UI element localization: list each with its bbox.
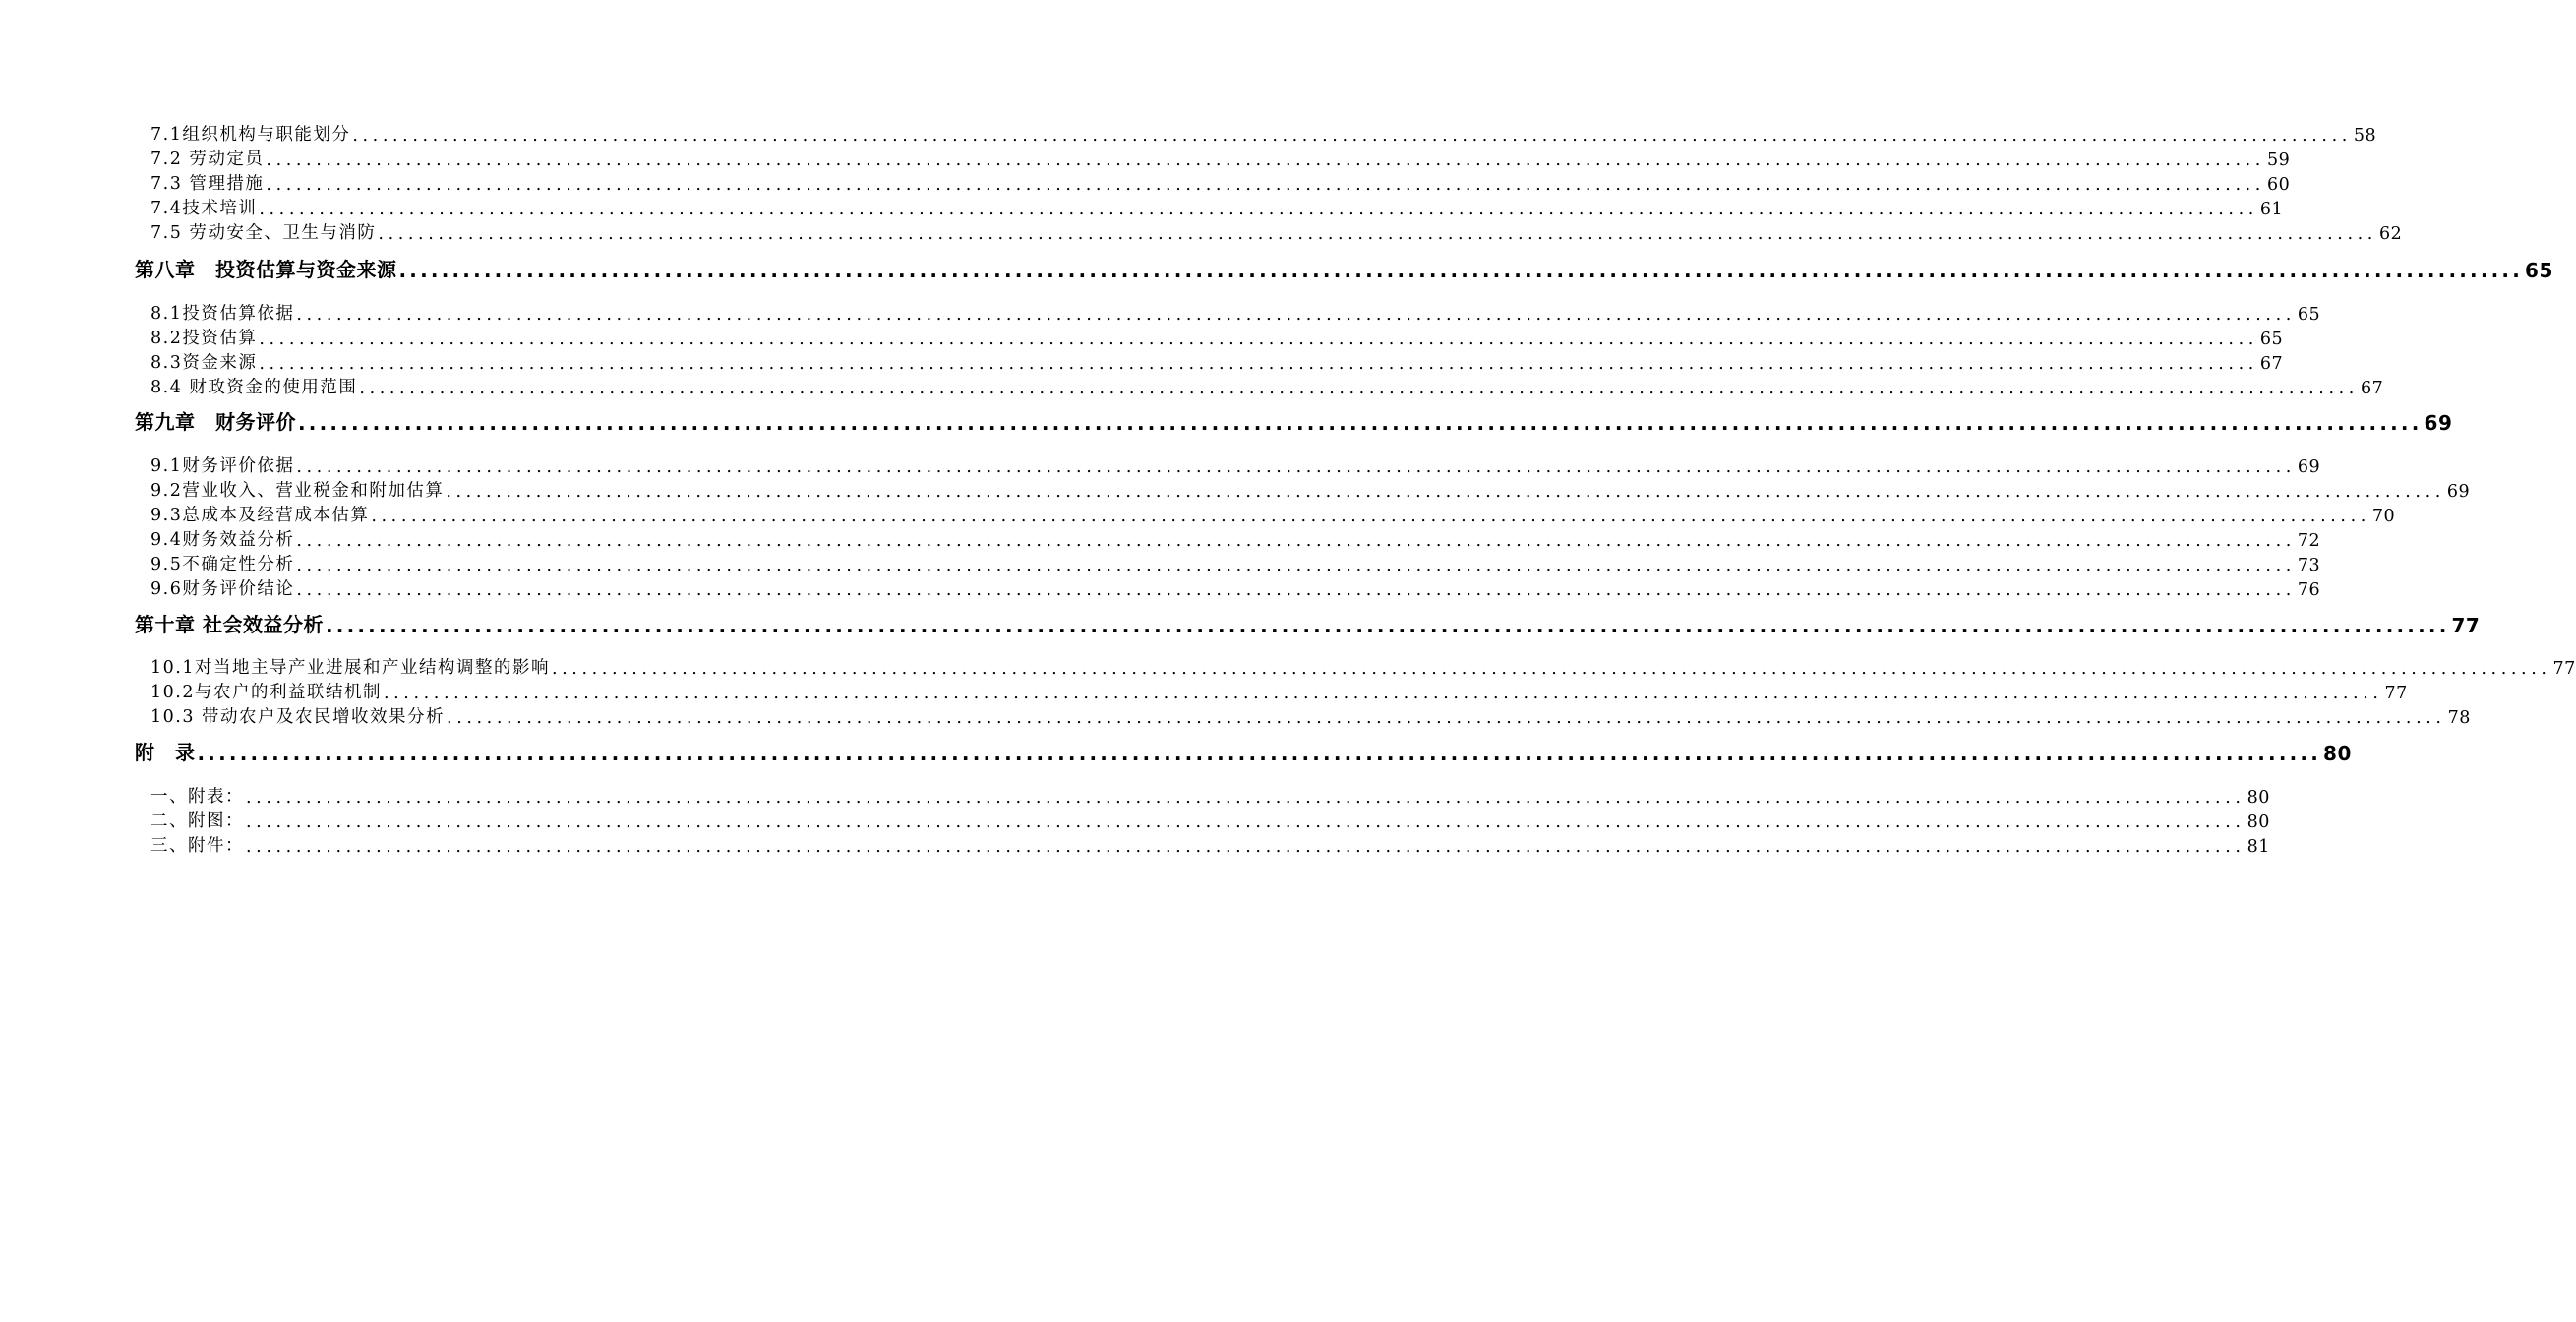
toc-entry-title: 7.1组织机构与职能划分 xyxy=(150,125,351,145)
toc-section-entry[interactable] xyxy=(150,527,2321,551)
toc-entry-page-number: 61 xyxy=(2259,200,2284,219)
toc-entry-page-number: 67 xyxy=(2259,354,2284,374)
toc-entry-title: 9.3总成本及经营成本估算 xyxy=(150,506,370,525)
toc-entry-page-number: 72 xyxy=(2297,531,2321,551)
dot-leader: ........................................................................................................................................................................................................ xyxy=(266,150,2265,170)
dot-leader: ........................................................................................................................................................................................................ xyxy=(398,259,2524,282)
toc-entry-title: 二、附图： xyxy=(150,811,244,831)
toc-chapter-entry[interactable] xyxy=(135,405,2453,435)
toc-entry-title: 9.1财务评价依据 xyxy=(150,456,295,476)
toc-section-entry[interactable] xyxy=(150,196,2284,219)
dot-leader: ........................................................................................................................................................................................................ xyxy=(446,482,2445,502)
dot-leader: ........................................................................................................................................................................................................ xyxy=(551,659,2551,679)
dot-leader: ........................................................................................................................................................................................................ xyxy=(383,684,2383,703)
toc-entry-title: 附 录 xyxy=(135,741,196,764)
toc-chapter-entry[interactable] xyxy=(135,253,2553,282)
toc-entry-title: 7.5 劳动安全、卫生与消防 xyxy=(150,223,377,243)
toc-entry-title: 9.5不确定性分析 xyxy=(150,555,295,574)
toc-section-entry[interactable] xyxy=(150,326,2284,349)
toc-entry-page-number: 69 xyxy=(2424,411,2453,435)
toc-section-entry[interactable] xyxy=(150,809,2270,832)
toc-section-entry[interactable] xyxy=(150,147,2291,170)
toc-section-entry[interactable] xyxy=(150,503,2396,526)
toc-entry-page-number: 65 xyxy=(2525,259,2553,282)
dot-leader: ........................................................................................................................................................................................................ xyxy=(296,556,2296,575)
toc-entry-title: 8.2投资估算 xyxy=(150,329,258,348)
toc-entry-title: 8.4 财政资金的使用范围 xyxy=(150,378,358,397)
toc-entry-page-number: 60 xyxy=(2266,175,2291,195)
dot-leader: ........................................................................................................................................................................................................ xyxy=(352,126,2352,146)
toc-entry-title: 一、附表： xyxy=(150,787,244,807)
toc-entry-page-number: 80 xyxy=(2323,742,2352,765)
toc-section-entry[interactable] xyxy=(150,680,2408,703)
toc-entry-page-number: 70 xyxy=(2371,507,2396,526)
toc-entry-page-number: 77 xyxy=(2552,659,2576,679)
toc-entry-title: 10.3 带动农户及农民增收效果分析 xyxy=(150,707,446,727)
toc-entry-page-number: 67 xyxy=(2360,379,2384,398)
dot-leader: ........................................................................................................................................................................................................ xyxy=(447,708,2446,728)
dot-leader: ........................................................................................................................................................................................................ xyxy=(298,411,2423,435)
dot-leader: ........................................................................................................................................................................................................ xyxy=(246,837,2246,857)
toc-section-entry[interactable] xyxy=(150,301,2321,325)
toc-entry-title: 10.2与农户的利益联结机制 xyxy=(150,683,382,702)
toc-entry-page-number: 65 xyxy=(2297,305,2321,325)
dot-leader: ........................................................................................................................................................................................................ xyxy=(259,200,2258,219)
dot-leader: ........................................................................................................................................................................................................ xyxy=(378,224,2377,244)
toc-section-entry[interactable] xyxy=(150,453,2321,477)
toc-entry-title: 10.1对当地主导产业进展和产业结构调整的影响 xyxy=(150,658,550,678)
toc-entry-title: 8.1投资估算依据 xyxy=(150,304,295,324)
toc-section-entry[interactable] xyxy=(150,171,2291,195)
dot-leader: ........................................................................................................................................................................................................ xyxy=(259,354,2258,374)
toc-entry-title: 9.4财务效益分析 xyxy=(150,530,295,550)
toc-entry-page-number: 65 xyxy=(2259,330,2284,349)
toc-entry-title: 第十章 社会效益分析 xyxy=(135,613,324,636)
toc-entry-page-number: 58 xyxy=(2353,126,2377,146)
toc-entry-page-number: 80 xyxy=(2247,812,2270,832)
toc-section-entry[interactable] xyxy=(150,784,2270,808)
toc-entry-title: 7.4技术培训 xyxy=(150,199,258,218)
toc-entry-title: 9.2营业收入、营业税金和附加估算 xyxy=(150,481,445,501)
toc-entry-page-number: 76 xyxy=(2297,580,2321,600)
toc-entry-page-number: 73 xyxy=(2297,556,2321,575)
dot-leader: ........................................................................................................................................................................................................ xyxy=(246,788,2246,808)
toc-entry-page-number: 78 xyxy=(2447,708,2471,728)
toc-section-entry[interactable] xyxy=(150,350,2284,374)
dot-leader: ........................................................................................................................................................................................................ xyxy=(246,812,2246,832)
toc-entry-title: 第九章 财务评价 xyxy=(135,410,296,434)
toc-entry-title: 9.6财务评价结论 xyxy=(150,579,295,599)
dot-leader: ........................................................................................................................................................................................................ xyxy=(325,614,2450,637)
dot-leader: ........................................................................................................................................................................................................ xyxy=(371,507,2370,526)
toc-section-entry[interactable] xyxy=(150,375,2384,398)
dot-leader: ........................................................................................................................................................................................................ xyxy=(197,742,2322,765)
toc-entry-page-number: 77 xyxy=(2384,684,2408,703)
toc-entry-page-number: 69 xyxy=(2297,457,2321,477)
toc-section-entry[interactable] xyxy=(150,478,2471,502)
toc-chapter-entry[interactable] xyxy=(135,608,2481,637)
dot-leader: ........................................................................................................................................................................................................ xyxy=(296,457,2296,477)
dot-leader: ........................................................................................................................................................................................................ xyxy=(296,531,2296,551)
dot-leader: ........................................................................................................................................................................................................ xyxy=(296,580,2296,600)
toc-entry-page-number: 81 xyxy=(2247,837,2270,857)
dot-leader: ........................................................................................................................................................................................................ xyxy=(296,305,2296,325)
toc-entry-page-number: 80 xyxy=(2247,788,2270,808)
toc-section-entry[interactable] xyxy=(150,576,2321,600)
toc-entry-page-number: 59 xyxy=(2266,150,2291,170)
toc-section-entry[interactable] xyxy=(150,704,2471,728)
toc-entry-title: 7.2 劳动定员 xyxy=(150,150,265,169)
toc-entry-page-number: 77 xyxy=(2451,614,2481,637)
toc-entry-page-number: 69 xyxy=(2446,482,2471,502)
toc-section-entry[interactable] xyxy=(150,122,2377,146)
toc-chapter-entry[interactable] xyxy=(135,736,2352,765)
dot-leader: ........................................................................................................................................................................................................ xyxy=(266,175,2265,195)
dot-leader: ........................................................................................................................................................................................................ xyxy=(259,330,2258,349)
toc-entry-title: 三、附件： xyxy=(150,836,244,856)
dot-leader: ........................................................................................................................................................................................................ xyxy=(359,379,2359,398)
toc-section-entry[interactable] xyxy=(150,220,2403,244)
toc-section-entry[interactable] xyxy=(150,552,2321,575)
toc-entry-page-number: 62 xyxy=(2378,224,2403,244)
toc-entry-title: 8.3资金来源 xyxy=(150,353,258,373)
toc-entry-title: 7.3 管理措施 xyxy=(150,174,265,194)
toc-entry-title: 第八章 投资估算与资金来源 xyxy=(135,258,397,281)
toc-section-entry[interactable] xyxy=(150,655,2576,679)
toc-section-entry[interactable] xyxy=(150,833,2270,857)
